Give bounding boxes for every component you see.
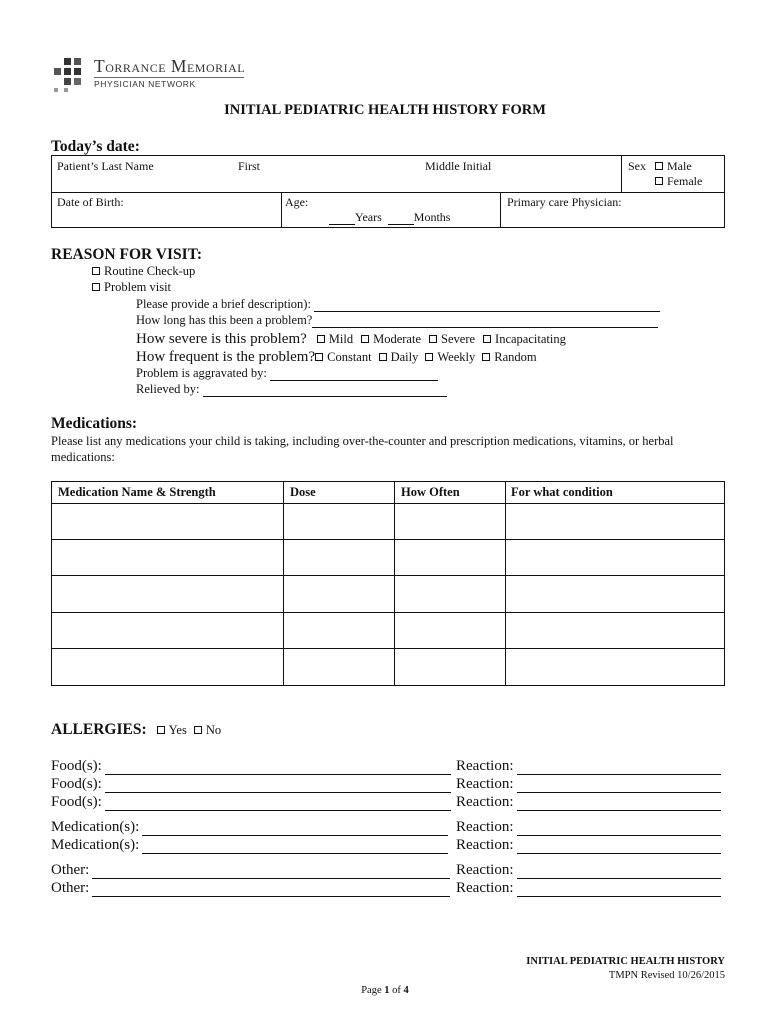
aggravated-row: Problem is aggravated by: bbox=[136, 366, 438, 381]
age-fields[interactable]: Years Months bbox=[329, 210, 450, 225]
severity-severe-option[interactable]: Severe bbox=[429, 332, 475, 346]
reaction-row: Reaction: bbox=[456, 758, 721, 775]
checkbox-icon[interactable] bbox=[157, 726, 165, 734]
logo-rule bbox=[94, 77, 244, 78]
other-allergy-field[interactable] bbox=[92, 864, 450, 879]
table-divider bbox=[52, 192, 724, 193]
frequency-constant-option[interactable]: Constant bbox=[315, 350, 371, 364]
reaction-field[interactable] bbox=[517, 821, 721, 836]
reaction-field[interactable] bbox=[517, 864, 721, 879]
allergies-yes-option[interactable]: Yes bbox=[157, 723, 187, 737]
reaction-row: Reaction: bbox=[456, 837, 721, 854]
today-date-row bbox=[51, 138, 320, 156]
medication-allergy-field[interactable] bbox=[142, 821, 448, 836]
reaction-row: Reaction: bbox=[456, 880, 721, 897]
allergies-heading-row bbox=[51, 721, 221, 739]
reaction-field[interactable] bbox=[517, 778, 721, 793]
table-divider bbox=[281, 192, 282, 228]
page-number: Page 1 of 4 bbox=[361, 985, 409, 996]
logo-mark-icon bbox=[50, 56, 90, 98]
checkbox-icon[interactable] bbox=[92, 283, 100, 291]
medication-allergy-row: Medication(s): bbox=[51, 819, 448, 836]
column-header: Medication Name & Strength bbox=[58, 485, 216, 499]
footer-revision: TMPN Revised 10/26/2015 bbox=[608, 970, 725, 981]
logo bbox=[50, 56, 250, 98]
checkbox-icon[interactable] bbox=[92, 267, 100, 275]
footer-title: INITIAL PEDIATRIC HEALTH HISTORY bbox=[526, 956, 725, 967]
severity-moderate-option[interactable]: Moderate bbox=[361, 332, 421, 346]
frequency-random-option[interactable]: Random bbox=[482, 350, 536, 364]
severity-mild-option[interactable]: Mild bbox=[317, 332, 353, 346]
age-label: Age: bbox=[285, 195, 309, 209]
form-title: INITIAL PEDIATRIC HEALTH HISTORY FORM bbox=[224, 102, 546, 118]
other-allergy-field[interactable] bbox=[92, 882, 450, 897]
how-long-row: How long has this been a problem? bbox=[136, 313, 658, 328]
problem-visit-option[interactable]: Problem visit bbox=[92, 280, 171, 295]
reaction-field[interactable] bbox=[517, 839, 721, 854]
sex-female-option[interactable]: Female bbox=[655, 174, 702, 189]
last-name-field[interactable]: Patient’s Last Name bbox=[57, 159, 154, 173]
checkbox-icon[interactable] bbox=[482, 353, 490, 361]
relieved-field[interactable] bbox=[203, 384, 447, 397]
checkbox-icon[interactable] bbox=[655, 162, 663, 170]
relieved-row: Relieved by: bbox=[136, 382, 447, 397]
reaction-row: Reaction: bbox=[456, 776, 721, 793]
checkbox-icon[interactable] bbox=[317, 335, 325, 343]
sex-label: Sex bbox=[628, 159, 646, 173]
reaction-row: Reaction: bbox=[456, 794, 721, 811]
sex-male-option[interactable]: Male bbox=[655, 159, 692, 174]
severity-incapacitating-option[interactable]: Incapacitating bbox=[483, 332, 566, 346]
table-divider bbox=[500, 192, 501, 228]
allergies-heading: ALLERGIES: bbox=[51, 721, 147, 738]
first-name-field[interactable]: First bbox=[238, 159, 261, 173]
table-row[interactable] bbox=[52, 504, 724, 539]
severity-row: How severe is this problem? Mild Moderate Severe Incapacitating bbox=[136, 331, 566, 347]
medication-allergy-row: Medication(s): bbox=[51, 837, 448, 854]
checkbox-icon[interactable] bbox=[194, 726, 202, 734]
food-field[interactable] bbox=[105, 796, 451, 811]
middle-initial-field[interactable]: Middle Initial bbox=[425, 159, 492, 173]
column-header: Dose bbox=[290, 485, 316, 499]
reaction-field[interactable] bbox=[517, 760, 721, 775]
reaction-field[interactable] bbox=[517, 882, 721, 897]
today-date-field[interactable] bbox=[148, 141, 320, 156]
table-row[interactable] bbox=[52, 576, 724, 612]
logo-subtitle: PHYSICIAN NETWORK bbox=[94, 79, 196, 89]
patient-info-table bbox=[51, 155, 725, 228]
allergies-no-option[interactable]: No bbox=[194, 723, 221, 737]
description-field[interactable] bbox=[314, 299, 660, 312]
description-row: Please provide a brief description): bbox=[136, 297, 660, 312]
dob-field[interactable]: Date of Birth: bbox=[57, 195, 124, 209]
food-row: Food(s): bbox=[51, 758, 451, 775]
column-header: For what condition bbox=[511, 485, 613, 499]
food-field[interactable] bbox=[105, 778, 451, 793]
reaction-row: Reaction: bbox=[456, 862, 721, 879]
medications-instructions: Please list any medications your child is taking, including over-the-counter and prescription medications, vitamins, or herbal medications: bbox=[51, 434, 674, 464]
logo-name: Torrance Memorial bbox=[94, 56, 246, 76]
checkbox-icon[interactable] bbox=[429, 335, 437, 343]
table-row[interactable] bbox=[52, 649, 724, 685]
checkbox-icon[interactable] bbox=[483, 335, 491, 343]
food-field[interactable] bbox=[105, 760, 451, 775]
reason-heading: REASON FOR VISIT: bbox=[51, 246, 203, 263]
medication-allergy-field[interactable] bbox=[142, 839, 448, 854]
other-allergy-row: Other: bbox=[51, 880, 450, 897]
checkbox-icon[interactable] bbox=[315, 353, 323, 361]
years-blank[interactable] bbox=[329, 213, 355, 225]
checkbox-icon[interactable] bbox=[425, 353, 433, 361]
frequency-weekly-option[interactable]: Weekly bbox=[425, 350, 475, 364]
column-header: How Often bbox=[401, 485, 460, 499]
reaction-field[interactable] bbox=[517, 796, 721, 811]
aggravated-field[interactable] bbox=[270, 368, 438, 381]
checkbox-icon[interactable] bbox=[379, 353, 387, 361]
table-row[interactable] bbox=[52, 613, 724, 648]
food-row: Food(s): bbox=[51, 776, 451, 793]
table-divider bbox=[621, 156, 622, 192]
reaction-row: Reaction: bbox=[456, 819, 721, 836]
routine-checkup-option[interactable]: Routine Check-up bbox=[92, 264, 195, 279]
frequency-daily-option[interactable]: Daily bbox=[379, 350, 419, 364]
food-row: Food(s): bbox=[51, 794, 451, 811]
checkbox-icon[interactable] bbox=[361, 335, 369, 343]
pcp-field[interactable]: Primary care Physician: bbox=[507, 195, 622, 209]
how-long-field[interactable] bbox=[312, 315, 658, 328]
months-blank[interactable] bbox=[388, 213, 414, 225]
frequency-row: How frequent is the problem? Constant Daily Weekly Random bbox=[136, 349, 537, 365]
medications-table bbox=[51, 481, 725, 686]
today-date-label: Today’s date: bbox=[51, 138, 140, 155]
other-allergy-row: Other: bbox=[51, 862, 450, 879]
checkbox-icon[interactable] bbox=[655, 177, 663, 185]
table-row[interactable] bbox=[52, 540, 724, 575]
medications-heading: Medications: bbox=[51, 415, 138, 432]
